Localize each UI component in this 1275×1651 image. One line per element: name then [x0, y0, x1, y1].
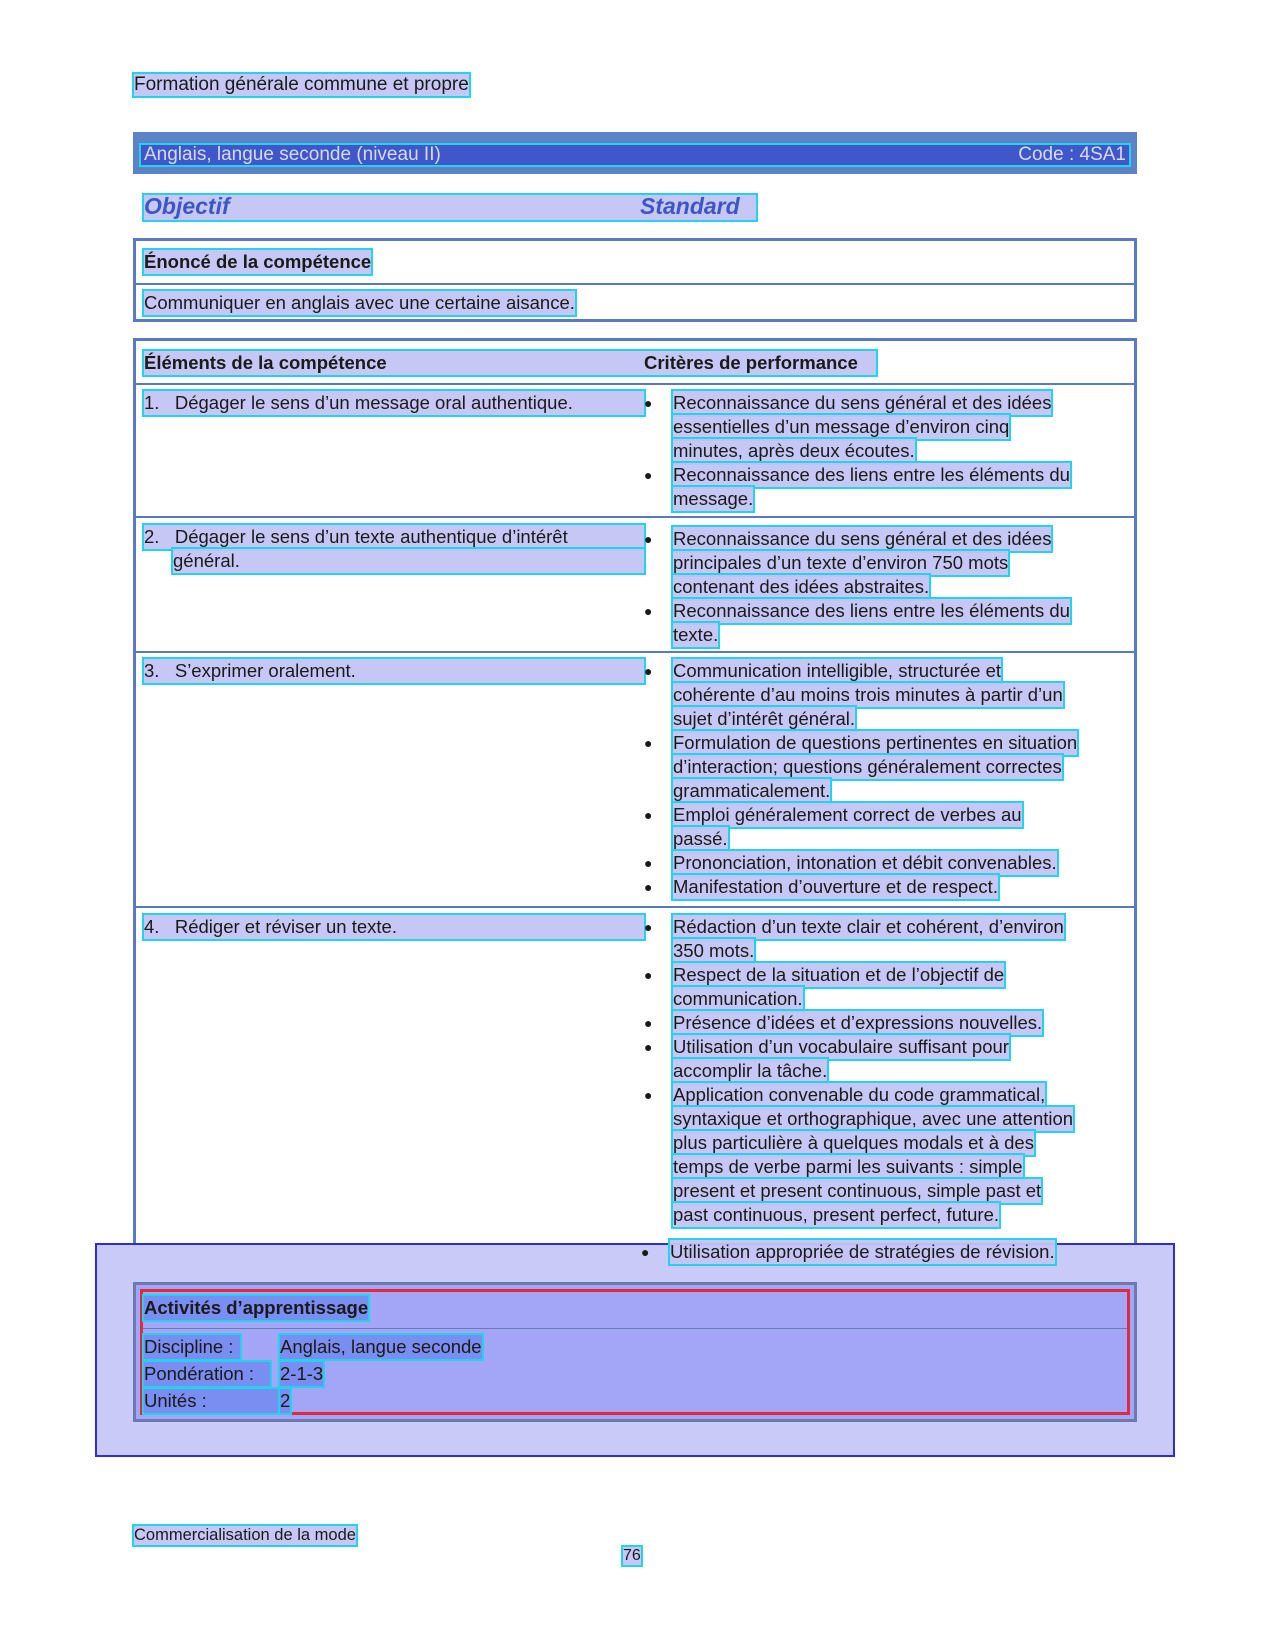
criterion-line: grammaticalement. — [673, 780, 831, 801]
criterion-line: temps de verbe parmi les suivants : simple — [673, 1156, 1023, 1177]
bullet-icon: ● — [644, 663, 653, 679]
criterion-line: Utilisation appropriée de stratégies de révision. — [670, 1241, 1055, 1262]
discipline-value: Anglais, langue seconde — [280, 1336, 482, 1357]
criterion-line: plus particulière à quelques modals et à des — [673, 1132, 1034, 1153]
competence-text: Communiquer en anglais avec une certaine aisance. — [144, 292, 575, 313]
standard-label: Standard — [640, 193, 740, 219]
criterion-line: cohérente d’au moins trois minutes à partir d’un — [673, 684, 1063, 705]
bullet-icon: ● — [644, 879, 653, 895]
element-row-1: 1. Dégager le sens d’un message oral authentique. — [144, 391, 644, 415]
criterion-line: minutes, après deux écoutes. — [673, 440, 915, 461]
discipline-label: Discipline : — [144, 1335, 240, 1359]
bullet-icon: ● — [644, 1015, 653, 1031]
criterion-line: contenant des idées abstraites. — [673, 576, 930, 597]
criterion-line: Manifestation d’ouverture et de respect. — [673, 876, 998, 897]
criterion-line: Respect de la situation et de l’objectif de — [673, 964, 1005, 985]
criterion-line: Présence d’idées et d’expressions nouvelles. — [673, 1012, 1043, 1033]
unites-value: 2 — [280, 1390, 291, 1411]
bullet-icon: ● — [644, 919, 653, 935]
bullet-icon: ● — [644, 395, 653, 411]
bullet-icon: ● — [644, 531, 653, 547]
competence-heading: Énoncé de la compétence — [144, 251, 372, 272]
criterion-line: Emploi généralement correct de verbes au — [673, 804, 1022, 825]
criterion-line: sujet d’intérêt général. — [673, 708, 856, 729]
criterion-line: Prononciation, intonation et débit convenables. — [673, 852, 1057, 873]
criterion-line: present et present continuous, simple past et — [673, 1180, 1042, 1201]
course-title: Anglais, langue seconde (niveau II) — [144, 144, 441, 165]
element-row-4: 4. Rédiger et réviser un texte. — [144, 915, 644, 939]
criterion-line: 350 mots. — [673, 940, 755, 961]
page-number: 76 — [623, 1547, 641, 1564]
ponderation-label: Pondération : — [144, 1362, 270, 1386]
page-header: Formation générale commune et propre — [134, 74, 469, 95]
bullet-icon: ● — [644, 735, 653, 751]
bullet-icon: ● — [644, 1087, 653, 1103]
criterion-line: message. — [673, 488, 754, 509]
criterion-line: principales d’un texte d’environ 750 mots — [673, 552, 1009, 573]
element-row-3: 3. S’exprimer oralement. — [144, 659, 644, 683]
bullet-icon: ● — [644, 807, 653, 823]
elements-table — [133, 338, 1137, 1268]
criterion-line: Reconnaissance du sens général et des idées — [673, 392, 1052, 413]
criterion-line: Application convenable du code grammatical, — [673, 1084, 1046, 1105]
criterion-line: passé. — [673, 828, 728, 849]
criterion-line: d’interaction; questions généralement correctes — [673, 756, 1062, 777]
objectif-label: Objectif — [144, 193, 230, 219]
bullet-icon: ● — [644, 467, 653, 483]
bullet-icon: ● — [644, 967, 653, 983]
criterion-line: Communication intelligible, structurée et — [673, 660, 1002, 681]
criterion-line: communication. — [673, 988, 803, 1009]
col-elements-header: Éléments de la compétence — [144, 351, 876, 375]
criterion-line: accomplir la tâche. — [673, 1060, 828, 1081]
competence-box — [133, 238, 1137, 322]
criterion-line: Utilisation d’un vocabulaire suffisant pour — [673, 1036, 1009, 1057]
activities-heading: Activités d’apprentissage — [144, 1297, 369, 1318]
criterion-line: texte. — [673, 624, 719, 645]
criterion-line: Reconnaissance du sens général et des idées — [673, 528, 1052, 549]
col-criteria-header: Critères de performance — [644, 352, 858, 373]
bullet-icon: ● — [644, 1039, 653, 1055]
criterion-line: Formulation de questions pertinentes en situation — [673, 732, 1078, 753]
criterion-line: Reconnaissance des liens entre les éléments du — [673, 464, 1070, 485]
element-row-2-cont: général. — [173, 549, 644, 573]
criterion-line: syntaxique et orthographique, avec une attention — [673, 1108, 1074, 1129]
unites-label: Unités : — [144, 1389, 280, 1413]
criterion-line: Reconnaissance des liens entre les éléments du — [673, 600, 1070, 621]
bullet-icon: ● — [644, 855, 653, 871]
bullet-icon: ● — [641, 1244, 650, 1260]
criterion-line: past continuous, present perfect, future. — [673, 1204, 999, 1225]
criterion-line: essentielles d’un message d’environ cinq — [673, 416, 1010, 437]
element-row-2: 2. Dégager le sens d’un texte authentique d’intérêt — [144, 525, 644, 549]
bullet-icon: ● — [644, 603, 653, 619]
footer-text: Commercialisation de la mode — [134, 1526, 356, 1544]
activities-box — [133, 1282, 1137, 1422]
criterion-line: Rédaction d’un texte clair et cohérent, d’environ — [673, 916, 1064, 937]
course-code: Code : 4SA1 — [1018, 144, 1126, 165]
course-title-bar — [133, 132, 1137, 174]
ponderation-value: 2-1-3 — [280, 1363, 324, 1384]
